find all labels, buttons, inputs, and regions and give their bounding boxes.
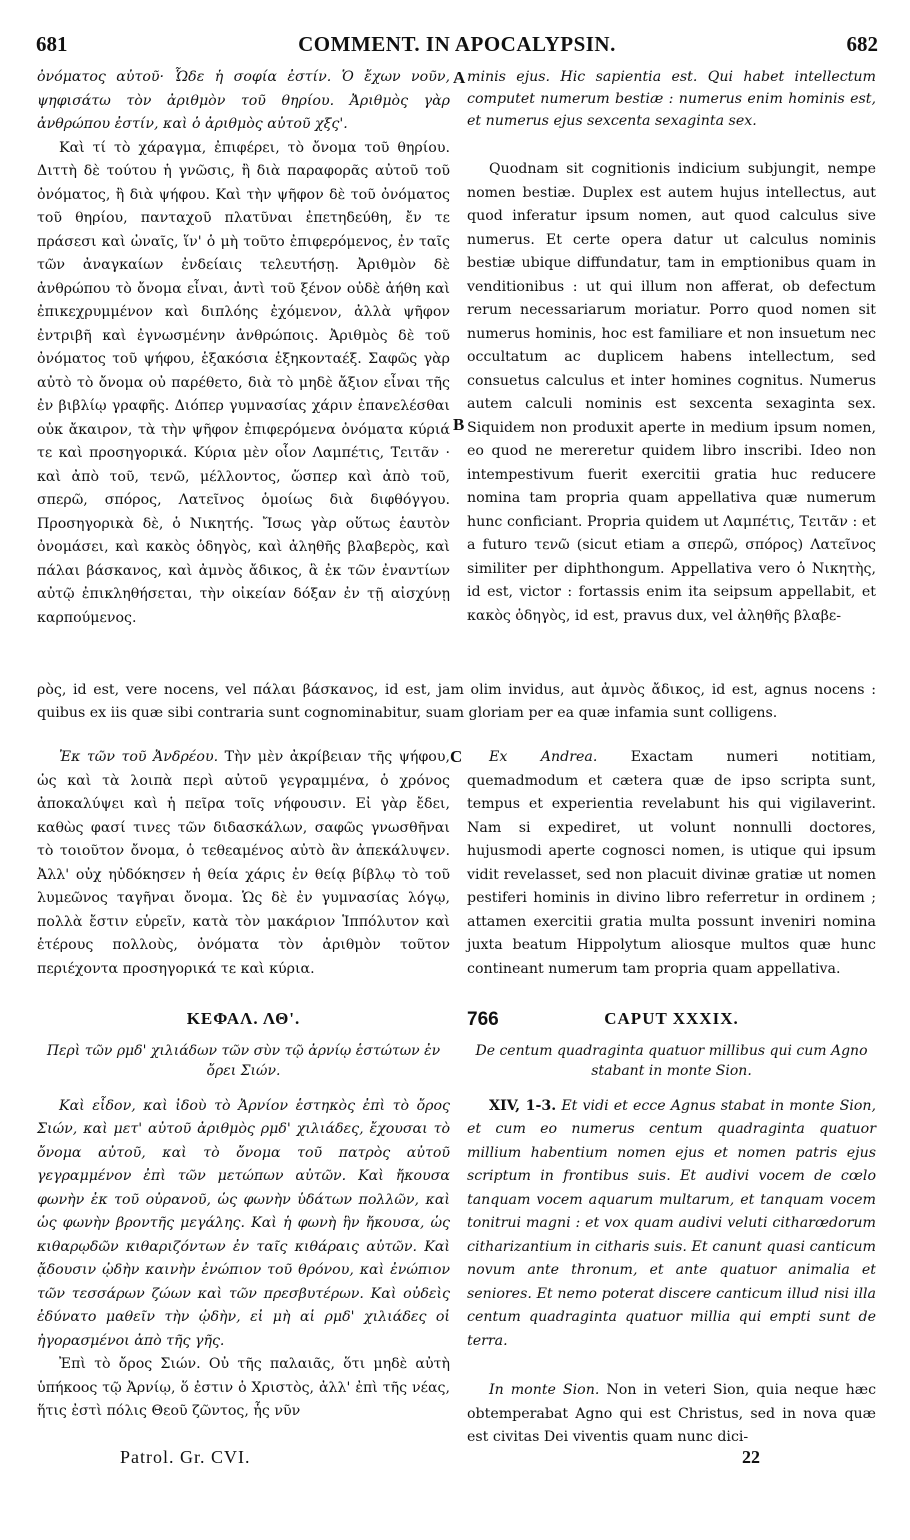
footer-gathering-number: 22 [742,1447,760,1467]
greek-andrea-text: Τὴν μὲν ἀκρίβειαν τῆς ψήφου, ὡς καὶ τὰ λοιπὰ περὶ αὐτοῦ γεγραμμένα, ὁ χρόνος ἀποκαλύψει καὶ ἡ πεῖρα τοῖς νήφουσιν. Εἰ γὰρ ἔδει, καθὼς φασί τινες τῶν διδασκάλων, σαφῶς γνωσθῆναι τὸ τοιοῦτον ὄνομα, ὁ τεθεαμένος αὐτὸ ἂν ἀπεκάλυψεν. Ἀλλ' οὐχ ηὐδόκησεν ἡ θεία χάρις ἐν θείᾳ βίβλῳ τὸ τοῦ λυμεῶνος ταγῆναι ὄνομα. Ὡς δὲ ἐν γυμνασίας λόγῳ, πολλὰ ἔστιν εὑρεῖν, κατὰ τὸν μακάριον Ἱππόλυτον καὶ ἑτέρους πολλοὺς, ὀνόματα τὸν ἀριθμὸν τοῦτον περιέχοντα προσηγορικά τε καὶ κύρια. [37,749,450,977]
latin-andrea-paragraph [467,746,876,981]
margin-marker-c: C [450,747,463,766]
running-title: COMMENT. IN APOCALYPSIN. [298,32,616,56]
greek-commentary-paragraph: Καὶ τί τὸ χάραγμα, ἐπιφέρει, τὸ ὄνομα τοῦ θηρίου. Διττὴ δὲ τούτου ἡ γνῶσις, ἢ διὰ παραφορᾶς αὐτοῦ τοῦ ὀνόματος, ἢ διὰ ψήφου. Καὶ τὴν ψῆφον δὲ τοῦ ὀνόματος τοῦ θηρίου, πανταχοῦ πλατῦναι ἐπετηδεύθη, ἔν τε πράσεσι καὶ ὠναῖς, ἵν' ὁ μὴ τοῦτο ἐπιφερόμενος, ἐν ταῖς τῶν ἀναγκαίων ἐνδείαις τελευτήσῃ. Ἀριθμὸν δὲ ἀνθρώπου τὸ ὄνομα εἶναι, ἀντὶ τοῦ ξένον οὐδὲ ἀήθη καὶ ἐπικεχρυμμένον καὶ διπλόης ἐχόμενον, ἀλλὰ ψῆφον ἐντριβῆ καὶ ἐγνωσμένην ἀνθρώποις. Ἀριθμὸς δὲ τοῦ ὀνόματος τοῦ ψήφου, ἑξακόσια ἑξηκονταέξ. Σαφῶς γὰρ αὐτὸ τὸ ὄνομα οὐ παρέθετο, διὰ τὸ μηδὲ ἄξιον εἶναι τῆς ἐν βιβλίῳ γραφῆς. Διόπερ γυμνασίας χάριν ἐπανελέσθαι οὐκ ἄκαιρον, τὰ τὴν ψῆφον ἐπιφερόμενα ὀνόματα κύριά τε καὶ προσηγορικά. Κύρια μὲν οἷον Λαμπέτις, Τειτᾶν · καὶ ἀπὸ τοῦ, τενῶ, μέλλοντος, ὥσπερ καὶ ἀπὸ τοῦ, σπερῶ, σπόρος, Λατεῖνος ὁμοίως διὰ διφθόγγου. Προσηγορικὰ δὲ, ὁ Νικητής. Ἴσως γὰρ οὕτως ἑαυτὸν ὀνομάσει, καὶ κακὸς ὁδηγὸς, καὶ ἀληθῆς βλαβερὸς, καὶ πάλαι βάσκανος, καὶ ἀμνὸς ἄδικος, ἃ ἐκ τῶν ἐναντίων αὐτῷ ἐπικληθήσεται, τὴν οἰκείαν δόξαν ἐν τῇ αἰσχύνῃ καρπούμενος. [37,139,450,626]
latin-scripture-passage [467,1095,876,1354]
latin-commentary-paragraph: Quodnam sit cognitionis indicium subjungit, nempe nomen bestiæ. Duplex est autem hujus intellectus, aut quod inferatur ipsum nomen, aut quod calculus sive numerus. Et certe opera datur ut calculus nominis bestiæ ubique diffundatur, tam in emptionibus quam in venditionibus : ut qui illum non afferat, ob defectum rerum necessariarum moriatur. Porro quod nomen sit numerus hominis, hoc est familiare et non insuetum nec occultatum ac duplicem habens intellectum, sed consuetus calculus et inter homines cognitus. Numerus autem calculi nominis est sexcenta sexaginta sex. Siquidem non produxit aperte in medium ipsum nomen, eo quod ne mereretur quidem libro inscribi. Ideo non intempestivum fuerit exercitii gratia huc reducere nomina tam propria quam appellativa quæ numerum hunc conficiant. Propria quidem ut Λαμπέτις, Τειτᾶν : et a futuro τενῶ (sicut etiam a σπερῶ, σπόρος) Λατεῖνος similiter per diphthongum. Appellativa vero ὁ Νικητὴς, id est, victor : fortassis enim ita seipsum appellabit, et κακὸς ὁδηγὸς, id est, pravus dux, vel ἀληθῆς βλαβε- [467,161,876,624]
latin-andrea-text: Exactam numeri notitiam, quemadmodum et cætera quæ de ipso scripta sunt, tempus et experientia revelabunt his qui vigilaverint. Nam si expediret, ut volunt nonnulli doctores, hujusmodi aperte cognosci nomen, is utique qui ipsum vidit revelasset, sed non placuit divinæ gratiæ ut nomen pestiferi hominis in divino libro referretur in ordinem ; attamen exercitii gratia multa possunt inveniri nomina juxta beatum Hippolytum aliosque multos quæ hunc contineant numerum tam propria quam appellativa. [467,749,876,977]
latin-column-upper [467,66,876,628]
column-number: 766 [467,1009,499,1030]
greek-chapter-subtitle: Περὶ τῶν ρμδ' χιλιάδων τῶν σὺν τῷ ἀρνίῳ ἑστώτων ἐν ὄρει Σιών. [46,1042,441,1079]
greek-scripture-passage: Καὶ εἶδον, καὶ ἰδοὺ τὸ Ἀρνίον ἑστηκὸς ἐπὶ τὸ ὄρος Σιών, καὶ μετ' αὐτοῦ ἀριθμὸς ρμδ' χιλιάδες, ἔχουσαι τὸ ὄνομα αὐτοῦ, καὶ τὸ ὄνομα τοῦ πατρὸς αὐτοῦ γεγραμμένον ἐπὶ τῶν μετώπων αὐτῶν. Καὶ ἤκουσα φωνὴν ἐκ τοῦ οὐρανοῦ, ὡς φωνὴν ὑδάτων πολλῶν, καὶ ὡς φωνὴν βροντῆς μεγάλης. Καὶ ἡ φωνὴ ἣν ἤκουσα, ὡς κιθαρῳδῶν κιθαριζόντων ἐν ταῖς κιθάραις αὐτῶν. Καὶ ᾄδουσιν ᾠδὴν καινὴν ἐνώπιον τοῦ θρόνου, καὶ ἐνώπιον τῶν τεσσάρων ζώων καὶ τῶν πρεσβυτέρων. Καὶ οὐδεὶς ἐδύνατο μαθεῖν τὴν ᾠδὴν, εἰ μὴ αἱ ρμδ' χιλιάδες οἱ ἠγορασμένοι ἀπὸ τῆς γῆς. [37,1097,450,1349]
page-number-right: 682 [846,32,878,56]
latin-sion-label: In monte Sion. [489,1382,600,1398]
greek-column-lower [37,746,450,1424]
greek-sion-commentary: Ἐπὶ τὸ ὄρος Σιών. Οὐ τῆς παλαιᾶς, ὅτι μηδὲ αὐτὴ ὑπήκοος τῷ Ἀρνίῳ, ὅ ἐστιν ὁ Χριστὸς, ἀλλ' ἐπὶ τῆς νέας, ἥτις ἐστὶ πόλις Θεοῦ ζῶντος, ἧς νῦν [37,1356,450,1419]
latin-scripture-verse: minis ejus. Hic sapientia est. Qui habet intellectum computet numerum bestiæ : numerus enim hominis est, et numerus ejus sexcenta sexaginta sex. [467,69,876,129]
margin-marker-a: A [453,68,466,87]
greek-scripture-verse: ὀνόματος αὐτοῦ· Ὧδε ἡ σοφία ἐστίν. Ὁ ἔχων νοῦν, ψηφισάτω τὸν ἀριθμὸν τοῦ θηρίου. Ἀριθμὸς γὰρ ἀνθρώπου ἐστίν, καὶ ὁ ἀριθμὸς αὐτοῦ χξς'. [37,69,450,132]
latin-fullwidth-continuation: ρὸς, id est, vere nocens, vel πάλαι βάσκανος, id est, jam olim invidus, aut ἀμνὸς ἄδικος, id est, agnus nocens : quibus ex iis quæ sibi contraria sunt cognominabitur, suam gloriam per ea quæ infamia sunt colligens. [37,682,876,721]
latin-verse-reference: XIV, 1-3. [489,1097,557,1114]
footer-signature: Patrol. Gr. CVI. [120,1447,251,1467]
margin-marker-b: B [453,415,465,434]
latin-chapter-subtitle: De centum quadraginta quatuor millibus qui cum Agno stabant in monte Sion. [475,1042,868,1079]
greek-chapter-heading: ΚΕΦΑΛ. ΛΘ'. [186,1009,301,1028]
greek-column-upper [37,66,450,630]
latin-scripture-text: Et vidi et ecce Agnus stabat in monte Sion, et cum eo numerus centum quadraginta quatuor millium habentium nomen ejus et nomen patris ejus scriptum in frontibus suis. Et audivi vocem de cœlo tanquam vocem aquarum multarum, et tanquam vocem tonitrui magni : et vox quam audivi veluti citharœdorum citharizantium in citharis suis. Et canunt quasi canticum novum ante thronum, et ante quatuor animalia et seniores. Et nemo poterat discere canticum illud nisi illa centum quadraginta quatuor millia qui empti sunt de terra. [467,1097,877,1349]
page-number-left: 681 [36,32,68,56]
greek-andrea-label: Ἐκ τῶν τοῦ Ἀνδρέου. [59,749,219,765]
running-header [36,32,878,58]
latin-sion-text: Non in veteri Sion, quia neque hæc obtemperabat Agno qui est Christus, sed in nova quæ est civitas Dei viventis quam nunc dici- [467,1382,877,1445]
latin-sion-commentary [467,1379,876,1450]
latin-chapter-heading: CAPUT XXXIX. [604,1009,739,1028]
latin-column-lower [467,746,876,1450]
latin-andrea-label: Ex Andrea. [489,749,598,765]
greek-andrea-paragraph [37,746,450,981]
